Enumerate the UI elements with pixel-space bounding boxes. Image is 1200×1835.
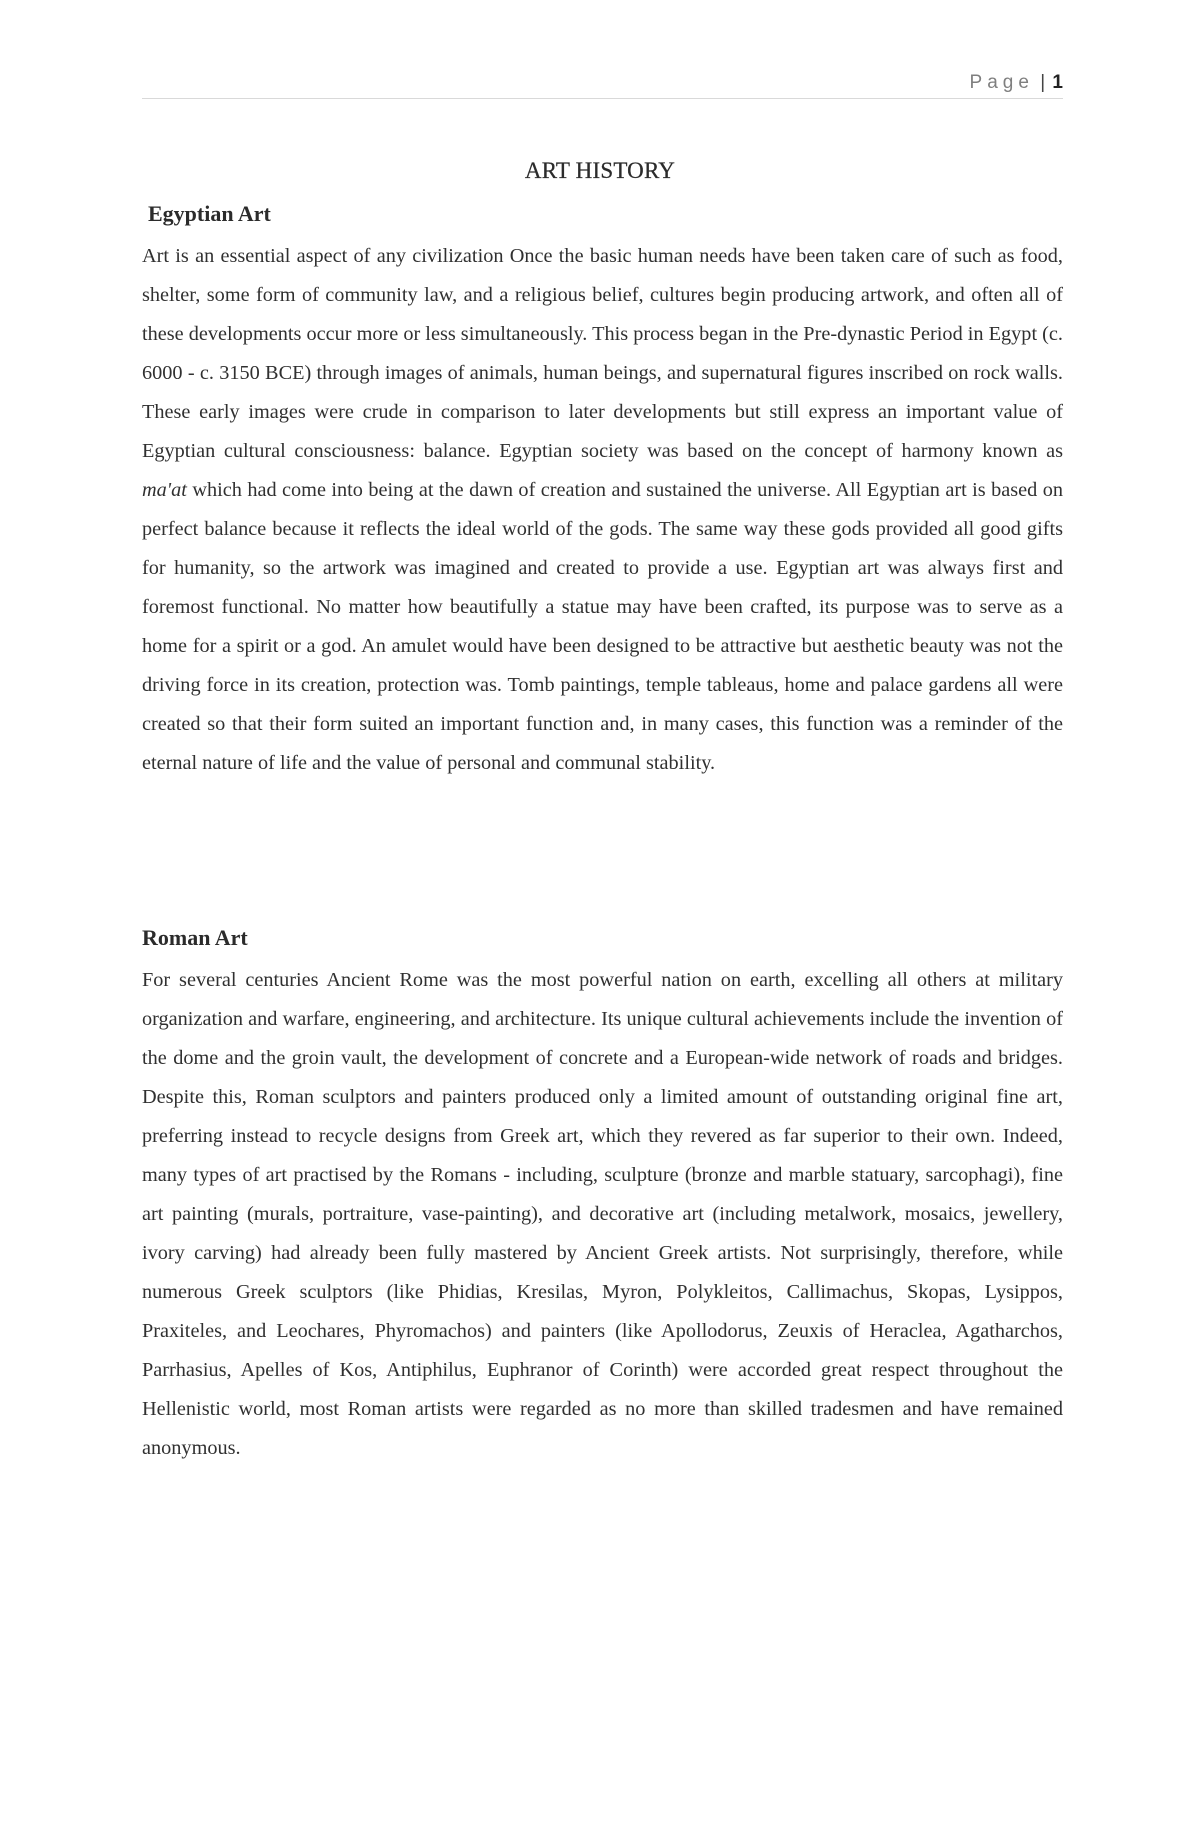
page-number-indicator: [970, 72, 1063, 94]
page-label: Page: [969, 72, 1034, 93]
section-heading: Egyptian Art: [148, 201, 271, 226]
section-paragraph: For several centuries Ancient Rome was the most powerful nation on earth, excelling all others at military organization and warfare, engineering, and architecture. Its unique cultural achievements include the invention of the dome and the groin vault, the development of concrete and a European-wide network of roads and bridges. Despite this, Roman sculptors and painters produced only a limited amount of outstanding original fine art, preferring instead to recycle designs from Greek art, which they revered as far superior to their own. Indeed, many types of art practised by the Romans - including, sculpture (bronze and marble statuary, sarcophagi), fine art painting (murals, portraiture, vase-painting), and decorative art (including metalwork, mosaics, jewellery, ivory carving) had already been fully mastered by Ancient Greek artists. Not surprisingly, therefore, while numerous Greek sculptors (like Phidias, Kresilas, Myron, Polykleitos, Callimachus, Skopas, Lysippos, Praxiteles, and Leochares, Phyromachos) and painters (like Apollodorus, Zeuxis of Heraclea, Agatharchos, Parrhasius, Apelles of Kos, Antiphilus, Euphranor of Corinth) were accorded great respect throughout the Hellenistic world, most Roman artists were regarded as no more than skilled tradesmen and have remained anonymous.: [142, 969, 1063, 1459]
paragraph-italic-term: ma'at: [142, 479, 187, 501]
page-separator: |: [1040, 72, 1046, 93]
section-heading: Roman Art: [142, 925, 248, 950]
section-roman-art: [142, 922, 1063, 1468]
page-number: 1: [1052, 72, 1063, 93]
document-title: ART HISTORY: [524, 158, 676, 183]
section-egyptian-art: [142, 198, 1063, 783]
section-paragraph: [142, 237, 1063, 783]
page-header: [142, 70, 1063, 99]
paragraph-text-part1: Art is an essential aspect of any civilization Once the basic human needs have been taken care of such as food, shelter, some form of community law, and a religious belief, cultures begin producing artwork, and often all of these developments occur more or less simultaneously. This process began in the Pre-dynastic Period in Egypt (c. 6000 - c. 3150 BCE) through images of animals, human beings, and supernatural figures inscribed on rock walls. These early images were crude in comparison to later developments but still express an important value of Egyptian cultural consciousness: balance. Egyptian society was based on the concept of harmony known as: [142, 245, 1063, 462]
paragraph-text-part2: which had come into being at the dawn of creation and sustained the universe. All Egyptian art is based on perfect balance because it reflects the ideal world of the gods. The same way these gods provided all good gifts for humanity, so the artwork was imagined and created to provide a use. Egyptian art was always first and foremost functional. No matter how beautifully a statue may have been crafted, its purpose was to serve as a home for a spirit or a god. An amulet would have been designed to be attractive but aesthetic beauty was not the driving force in its creation, protection was. Tomb paintings, temple tableaus, home and palace gardens all were created so that their form suited an important function and, in many cases, this function was a reminder of the eternal nature of life and the value of personal and communal stability.: [142, 479, 1063, 774]
